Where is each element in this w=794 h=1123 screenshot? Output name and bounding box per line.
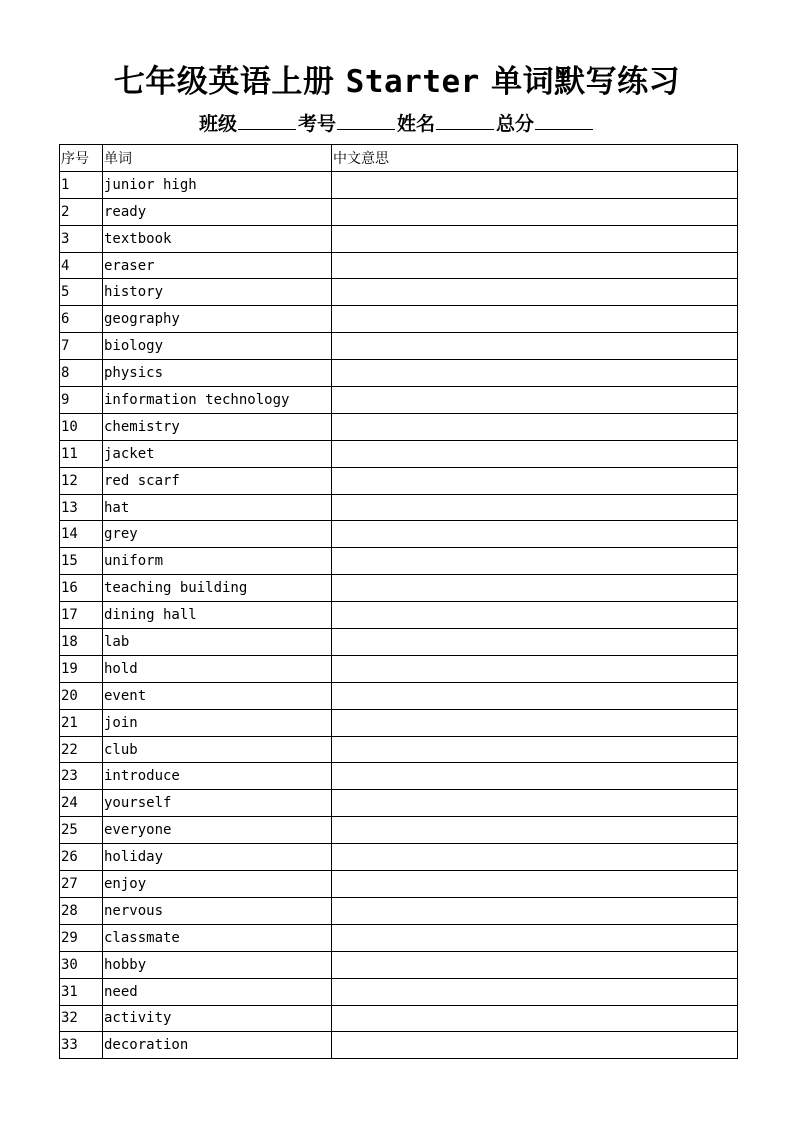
row-number: 1 <box>60 171 103 198</box>
row-number: 22 <box>60 736 103 763</box>
row-number: 3 <box>60 225 103 252</box>
row-meaning-answer-cell[interactable] <box>332 387 738 414</box>
row-meaning-answer-cell[interactable] <box>332 360 738 387</box>
row-word: textbook <box>103 225 332 252</box>
row-number: 13 <box>60 494 103 521</box>
row-meaning-answer-cell[interactable] <box>332 978 738 1005</box>
table-row <box>60 655 738 682</box>
table-row <box>60 225 738 252</box>
row-word: hold <box>103 655 332 682</box>
row-meaning-answer-cell[interactable] <box>332 333 738 360</box>
row-meaning-answer-cell[interactable] <box>332 1032 738 1059</box>
row-meaning-answer-cell[interactable] <box>332 629 738 656</box>
row-number: 20 <box>60 682 103 709</box>
table-row <box>60 279 738 306</box>
table-row <box>60 951 738 978</box>
table-row <box>60 602 738 629</box>
row-meaning-answer-cell[interactable] <box>332 1005 738 1032</box>
row-number: 33 <box>60 1032 103 1059</box>
row-word: club <box>103 736 332 763</box>
row-meaning-answer-cell[interactable] <box>332 198 738 225</box>
row-word: classmate <box>103 924 332 951</box>
row-meaning-answer-cell[interactable] <box>332 844 738 871</box>
row-number: 30 <box>60 951 103 978</box>
row-word: biology <box>103 333 332 360</box>
class-blank[interactable] <box>238 113 296 130</box>
table-row <box>60 252 738 279</box>
table-row <box>60 494 738 521</box>
row-number: 16 <box>60 575 103 602</box>
table-row <box>60 709 738 736</box>
table-row <box>60 1032 738 1059</box>
row-word: eraser <box>103 252 332 279</box>
row-number: 15 <box>60 548 103 575</box>
row-number: 19 <box>60 655 103 682</box>
row-number: 32 <box>60 1005 103 1032</box>
row-word: holiday <box>103 844 332 871</box>
header-meaning: 中文意思 <box>332 145 738 172</box>
table-row <box>60 897 738 924</box>
student-info-line <box>0 110 794 138</box>
row-word: enjoy <box>103 871 332 898</box>
row-word: need <box>103 978 332 1005</box>
row-word: activity <box>103 1005 332 1032</box>
table-row <box>60 682 738 709</box>
row-word: hat <box>103 494 332 521</box>
row-meaning-answer-cell[interactable] <box>332 602 738 629</box>
row-number: 5 <box>60 279 103 306</box>
row-meaning-answer-cell[interactable] <box>332 709 738 736</box>
row-word: yourself <box>103 790 332 817</box>
row-meaning-answer-cell[interactable] <box>332 736 738 763</box>
row-word: teaching building <box>103 575 332 602</box>
table-row <box>60 440 738 467</box>
table-row <box>60 817 738 844</box>
row-number: 28 <box>60 897 103 924</box>
row-number: 24 <box>60 790 103 817</box>
row-word: jacket <box>103 440 332 467</box>
row-meaning-answer-cell[interactable] <box>332 548 738 575</box>
row-word: ready <box>103 198 332 225</box>
class-label: 班级 <box>198 113 237 135</box>
row-meaning-answer-cell[interactable] <box>332 279 738 306</box>
row-number: 17 <box>60 602 103 629</box>
table-row <box>60 924 738 951</box>
table-row <box>60 387 738 414</box>
table-row <box>60 198 738 225</box>
row-word: hobby <box>103 951 332 978</box>
row-number: 21 <box>60 709 103 736</box>
row-meaning-answer-cell[interactable] <box>332 306 738 333</box>
table-row <box>60 790 738 817</box>
header-word: 单词 <box>103 145 332 172</box>
row-meaning-answer-cell[interactable] <box>332 924 738 951</box>
row-word: uniform <box>103 548 332 575</box>
title-latin: Starter <box>345 64 480 100</box>
row-word: information technology <box>103 387 332 414</box>
row-word: join <box>103 709 332 736</box>
row-word: grey <box>103 521 332 548</box>
table-row <box>60 467 738 494</box>
row-number: 7 <box>60 333 103 360</box>
row-meaning-answer-cell[interactable] <box>332 655 738 682</box>
header-number: 序号 <box>60 145 103 172</box>
exam-no-blank[interactable] <box>337 113 395 130</box>
row-number: 14 <box>60 521 103 548</box>
row-word: event <box>103 682 332 709</box>
vocabulary-table <box>59 144 738 1059</box>
row-number: 29 <box>60 924 103 951</box>
name-blank[interactable] <box>436 113 494 130</box>
row-word: physics <box>103 360 332 387</box>
table-row <box>60 548 738 575</box>
row-word: introduce <box>103 763 332 790</box>
row-word: dining hall <box>103 602 332 629</box>
table-row <box>60 629 738 656</box>
row-meaning-answer-cell[interactable] <box>332 817 738 844</box>
name-label: 姓名 <box>397 113 436 135</box>
row-meaning-answer-cell[interactable] <box>332 897 738 924</box>
row-meaning-answer-cell[interactable] <box>332 763 738 790</box>
table-row <box>60 413 738 440</box>
table-row <box>60 1005 738 1032</box>
row-meaning-answer-cell[interactable] <box>332 575 738 602</box>
row-number: 26 <box>60 844 103 871</box>
row-word: nervous <box>103 897 332 924</box>
row-number: 6 <box>60 306 103 333</box>
table-row <box>60 844 738 871</box>
row-meaning-answer-cell[interactable] <box>332 171 738 198</box>
table-row <box>60 306 738 333</box>
table-row <box>60 333 738 360</box>
exam-no-label: 考号 <box>297 113 336 135</box>
row-number: 12 <box>60 467 103 494</box>
row-number: 18 <box>60 629 103 656</box>
row-meaning-answer-cell[interactable] <box>332 790 738 817</box>
row-number: 8 <box>60 360 103 387</box>
title-prefix: 七年级英语上册 <box>113 64 335 100</box>
page-title <box>0 60 794 104</box>
row-meaning-answer-cell[interactable] <box>332 871 738 898</box>
table-row <box>60 521 738 548</box>
table-row <box>60 763 738 790</box>
score-label: 总分 <box>496 113 535 135</box>
row-number: 10 <box>60 413 103 440</box>
row-number: 31 <box>60 978 103 1005</box>
row-word: everyone <box>103 817 332 844</box>
table-header-row <box>60 145 738 172</box>
row-meaning-answer-cell[interactable] <box>332 467 738 494</box>
title-suffix: 单词默写练习 <box>491 64 681 100</box>
row-number: 2 <box>60 198 103 225</box>
row-number: 25 <box>60 817 103 844</box>
row-number: 9 <box>60 387 103 414</box>
row-word: chemistry <box>103 413 332 440</box>
row-word: history <box>103 279 332 306</box>
row-word: lab <box>103 629 332 656</box>
row-meaning-answer-cell[interactable] <box>332 521 738 548</box>
row-meaning-answer-cell[interactable] <box>332 413 738 440</box>
row-meaning-answer-cell[interactable] <box>332 494 738 521</box>
table-row <box>60 360 738 387</box>
row-number: 11 <box>60 440 103 467</box>
table-body <box>60 171 738 1058</box>
row-word: red scarf <box>103 467 332 494</box>
row-word: junior high <box>103 171 332 198</box>
table-row <box>60 978 738 1005</box>
row-word: decoration <box>103 1032 332 1059</box>
table-row <box>60 736 738 763</box>
table-row <box>60 871 738 898</box>
row-meaning-answer-cell[interactable] <box>332 225 738 252</box>
table-row <box>60 575 738 602</box>
score-blank[interactable] <box>535 113 593 130</box>
row-meaning-answer-cell[interactable] <box>332 252 738 279</box>
row-number: 4 <box>60 252 103 279</box>
row-meaning-answer-cell[interactable] <box>332 682 738 709</box>
row-number: 23 <box>60 763 103 790</box>
row-meaning-answer-cell[interactable] <box>332 440 738 467</box>
table-row <box>60 171 738 198</box>
row-meaning-answer-cell[interactable] <box>332 951 738 978</box>
row-number: 27 <box>60 871 103 898</box>
row-word: geography <box>103 306 332 333</box>
